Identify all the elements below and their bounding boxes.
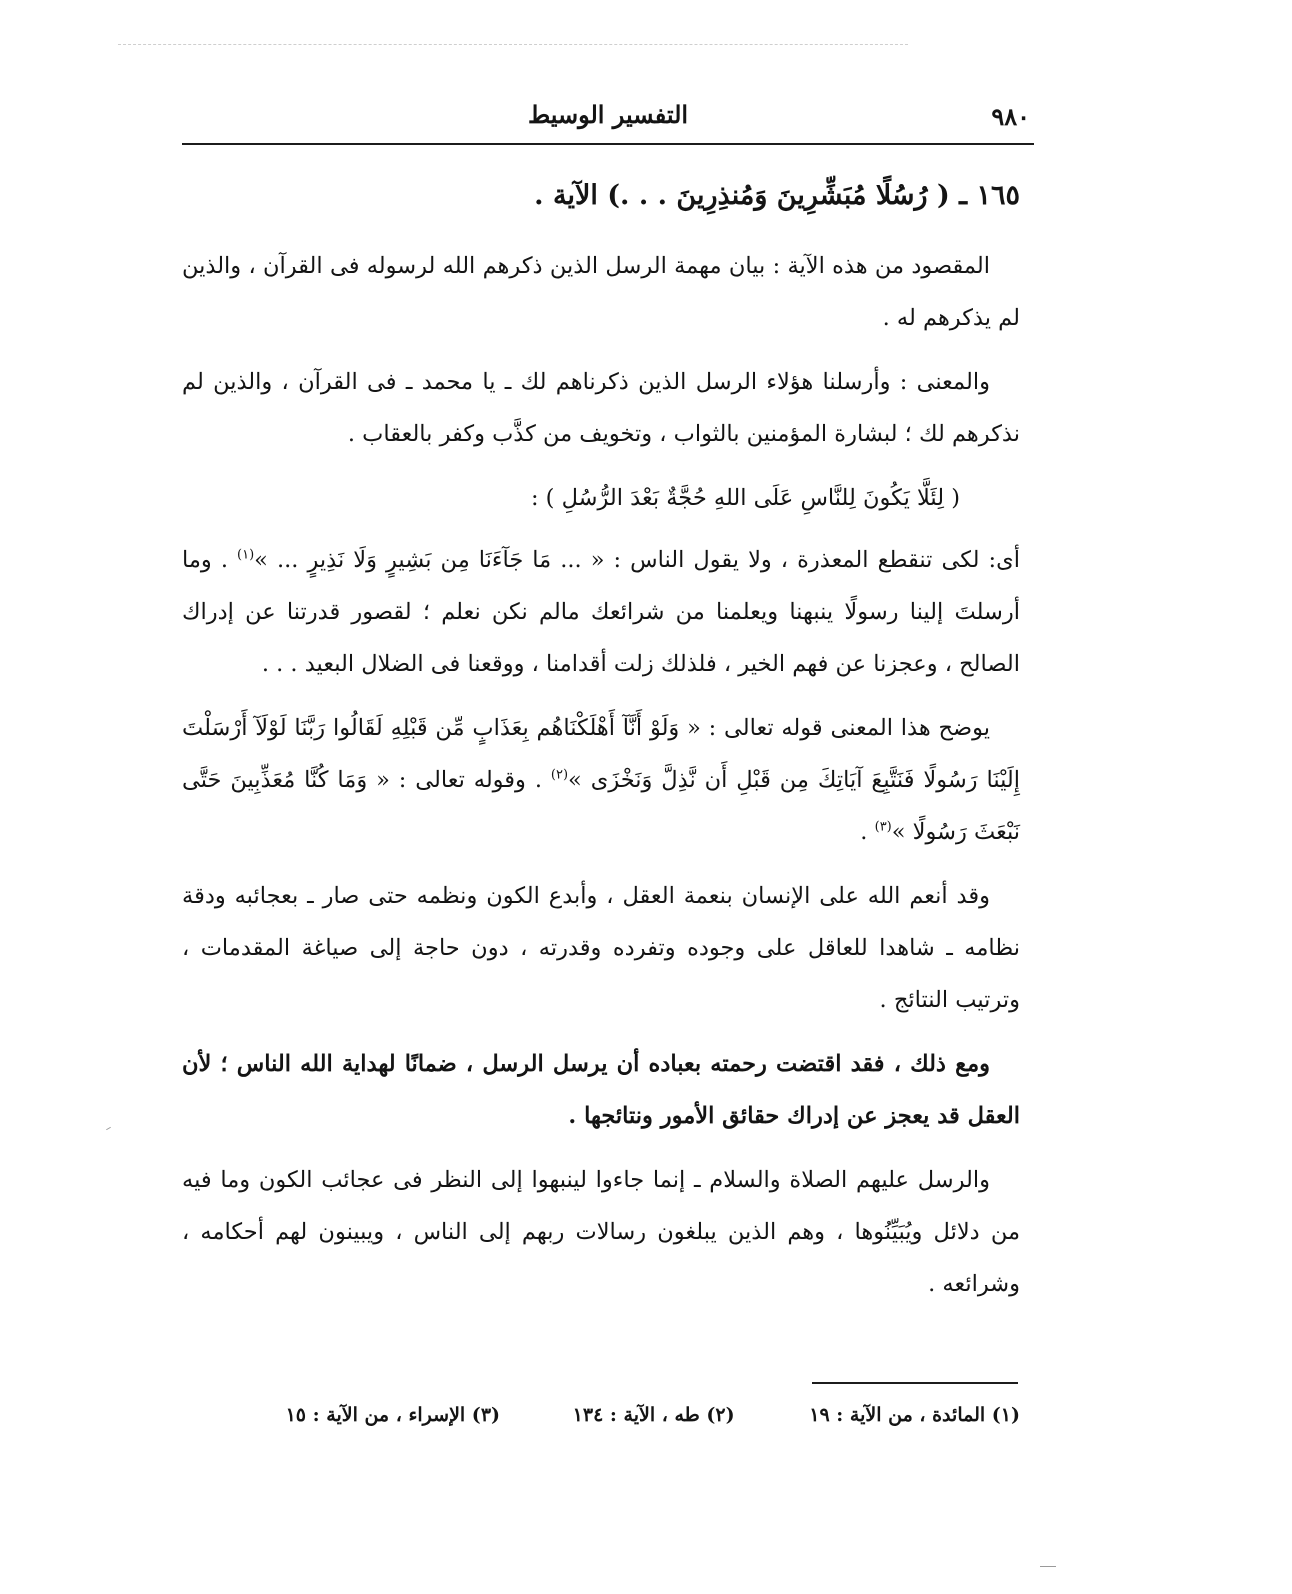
paragraph-meaning: والمعنى : وأرسلنا هؤلاء الرسل الذين ذكرناهم لك ـ يا محمد ـ فى القرآن ، والذين لم نذكرهم لك ؛ لبشارة المؤمنين بالثواب ، وتخويف من كذَّب وكفر بالعقاب . — [182, 369, 1020, 447]
footnote-rule — [812, 1382, 1018, 1384]
footnote-1: (١) المائدة ، من الآية : ١٩ — [809, 1404, 1020, 1426]
paragraph-messengers: والرسل عليهم الصلاة والسلام ـ إنما جاءوا لينبهوا إلى النظر فى عجائب الكون وما فيه من دلائل ويُبَيِّنُوها ، وهم الذين يبلغون رسالات ربهم إلى الناس ، ويبينون لهم أحكامه ، وشرائعه . — [182, 1167, 1020, 1297]
running-title: التفسير الوسيط — [527, 100, 689, 129]
scan-speck — [106, 1127, 111, 1130]
footnote-marker-3: (٣) — [874, 819, 892, 835]
footnote-marker-1: (١) — [237, 547, 255, 563]
explanation-text: أى: لكى تنقطع المعذرة ، ولا يقول الناس : « ... مَا جَآءَنَا مِن بَشِيرٍ وَلَا نَذِيرٍ ... » — [254, 547, 1020, 573]
main-text — [182, 170, 1020, 1322]
paragraph-explanation — [182, 534, 1020, 690]
explanation-continuation: . وما أرسلتَ إلينا رسولًا ينبهنا ويعلمنا من شرائعك مالم نكن نعلم ؛ لقصور قدرتنا عن إدراك الصالح ، وعجزنا عن فهم الخير ، فلذلك زلت أقدامنا ، ووقعنا فى الضلال البعيد . . . — [182, 547, 1020, 677]
scan-speck — [1040, 1566, 1056, 1567]
footnote-3: (٣) الإسراء ، من الآية : ١٥ — [285, 1404, 501, 1426]
clarification-part-2: . وقوله تعالى : « وَمَا كُنَّا مُعَذِّبِينَ حَتَّى نَبْعَثَ رَسُولًا » — [182, 767, 1020, 845]
clarification-part-1: يوضح هذا المعنى قوله تعالى : « وَلَوْ أَنَّآ أَهْلَكْنَاهُم بِعَذَابٍ مِّن قَبْلِهِ لَقَالُوا رَبَّنَا لَوْلَآ أَرْسَلْتَ إِلَيْنَا رَسُولًا فَنَتَّبِعَ آيَاتِكَ مِن قَبْلِ أَن نَّذِلَّ وَنَخْزَى » — [182, 715, 1020, 793]
page-header — [182, 100, 1034, 136]
paragraph-mercy: ومع ذلك ، فقد اقتضت رحمته بعباده أن يرسل الرسل ، ضمانًا لهداية الله الناس ؛ لأن العقل قد يعجز عن إدراك حقائق الأمور ونتائجها . — [182, 1051, 1020, 1129]
page-number: ٩٨٠ — [991, 102, 1030, 131]
footnotes — [180, 1404, 1020, 1426]
footnote-marker-2: (٢) — [550, 767, 569, 783]
footnote-2: (٢) طه ، الآية : ١٣٤ — [572, 1404, 735, 1426]
top-dashed-rule — [118, 44, 908, 45]
paragraph-purpose: المقصود من هذه الآية : بيان مهمة الرسل الذين ذكرهم الله لرسوله فى القرآن ، والذين لم يذكرهم له . — [182, 253, 1020, 331]
verse-heading: ١٦٥ ـ ( رُسُلًا مُبَشِّرِينَ وَمُنذِرِينَ . . .) الآية . — [534, 180, 1020, 211]
paragraph-clarification — [182, 702, 1020, 858]
paragraph-reason: وقد أنعم الله على الإنسان بنعمة العقل ، وأبدع الكون ونظمه حتى صار ـ بعجائبه ودقة نظامه ـ شاهدا للعاقل على وجوده وتفرده وقدرته ، دون حاجة إلى صياغة المقدمات ، وترتيب النتائج . — [182, 883, 1020, 1013]
clarification-part-3: . — [860, 819, 875, 845]
quran-quote-line: ( لِئَلَّا يَكُونَ لِلنَّاسِ عَلَى اللهِ حُجَّةٌ بَعْدَ الرُّسُلِ ) : — [530, 485, 960, 511]
header-rule — [182, 143, 1034, 145]
